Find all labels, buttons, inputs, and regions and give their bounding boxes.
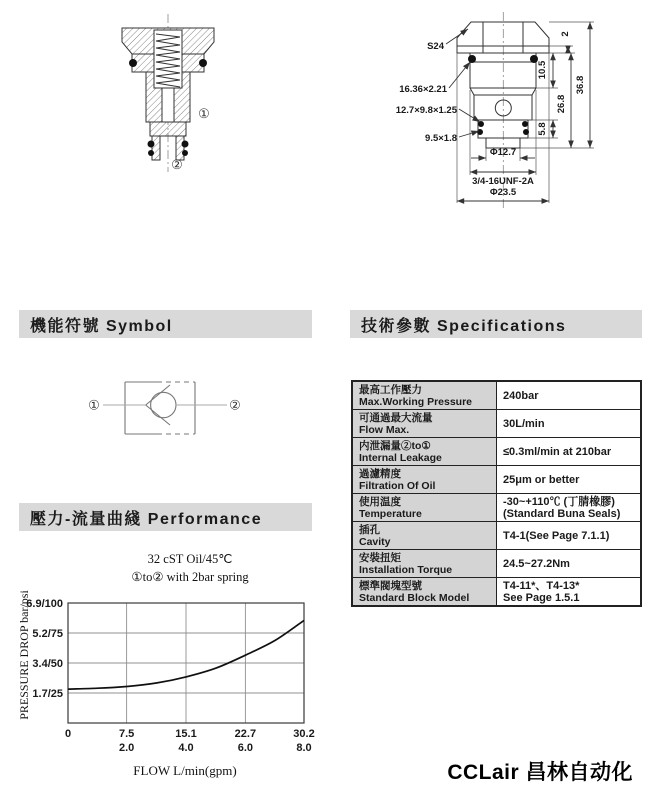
- spec-param-en: Temperature: [359, 507, 422, 520]
- y-tick-label: 1.7/25: [32, 688, 63, 700]
- spec-param-en: Cavity: [359, 535, 391, 548]
- spec-value-cell: [497, 494, 642, 522]
- dim-10-5: 10.5: [537, 60, 548, 80]
- spec-row: [352, 381, 641, 410]
- oring-bottom-label: 9.5×1.8: [425, 133, 457, 144]
- spec-param-cell: [352, 410, 497, 438]
- spec-param-zh: 最高工作壓力: [359, 383, 422, 396]
- spec-row: [352, 494, 641, 522]
- oring-left: [468, 55, 476, 63]
- spec-param-zh: 插孔: [359, 523, 380, 536]
- x-tick-gpm: 2.0: [118, 742, 135, 754]
- oring-left: [129, 59, 137, 67]
- spec-param-zh: 安裝扭矩: [359, 551, 401, 564]
- spec-param-en: Installation Torque: [359, 563, 453, 576]
- symbol-port-2: ②: [229, 397, 241, 413]
- spec-row: [352, 410, 641, 438]
- spec-value: 24.5~27.2Nm: [503, 557, 570, 570]
- oring-right: [199, 59, 207, 67]
- dim-2: 2: [560, 31, 571, 37]
- spec-value-cell: [497, 578, 642, 607]
- spec-param-cell: [352, 381, 497, 410]
- backup-left: [477, 129, 483, 135]
- nose-wall-left: [152, 136, 160, 160]
- performance-chart-svg: [18, 595, 338, 780]
- x-tick-lmin: 0: [64, 728, 72, 740]
- taper-right: [532, 88, 536, 95]
- y-tick-label: 5.2/75: [32, 628, 63, 640]
- x-tick-gpm: 4.0: [178, 742, 194, 754]
- spec-row: [352, 466, 641, 494]
- head-dia-label: Φ23.5: [489, 187, 517, 198]
- x-tick-lmin: 30.2: [293, 728, 315, 740]
- spec-value: ≤0.3ml/min at 210bar: [503, 445, 612, 458]
- spec-param-zh: 標準閥塊型號: [359, 579, 422, 592]
- backup-ring-label: 12.7×9.8×1.25: [395, 105, 457, 116]
- spec-param-zh: 使用温度: [359, 495, 401, 508]
- spec-value-line2: (Standard Buna Seals): [503, 507, 621, 520]
- spec-param-cell: [352, 466, 497, 494]
- chart-subtitle: ①to② with 2bar spring: [131, 570, 249, 584]
- x-tick-lmin: 7.5: [118, 728, 135, 740]
- spec-row: [352, 550, 641, 578]
- chart-x-axis-label: FLOW L/min(gpm): [133, 763, 237, 778]
- spec-value: T4-11*、T4-13*: [503, 579, 580, 592]
- spec-value-line2: See Page 1.5.1: [503, 591, 580, 604]
- thread-label: 3/4-16UNF-2A: [472, 176, 534, 187]
- spec-param-cell: [352, 578, 497, 607]
- chart-title: 32 cST Oil/45℃: [147, 552, 233, 566]
- hex-size-label: S24: [427, 41, 444, 52]
- x-tick-lmin: 15.1: [175, 728, 197, 740]
- check-valve-symbol: [85, 378, 245, 440]
- port-1-label: ①: [198, 106, 210, 121]
- spec-param-zh: 過濾精度: [359, 467, 401, 480]
- seat-lower: [146, 405, 170, 425]
- nose-dia-label: Φ12.7: [489, 147, 517, 158]
- spec-row: [352, 438, 641, 466]
- spec-param-en: Internal Leakage: [359, 451, 442, 464]
- symbol-port-1: ①: [88, 397, 100, 413]
- spec-value-cell: [497, 381, 642, 410]
- symbol-section-header: [19, 310, 312, 338]
- spec-param-en: Max.Working Pressure: [359, 395, 473, 408]
- brand-logo: CCLair 昌林自动化: [447, 761, 633, 784]
- spec-value: 240bar: [503, 389, 539, 402]
- spec-value: T4-1(See Page 7.1.1): [503, 529, 610, 542]
- dim-5-8: 5.8: [537, 122, 548, 136]
- dim-36-8: 36.8: [575, 75, 586, 95]
- oring-top-label: 16.36×2.21: [399, 84, 447, 95]
- performance-section-title: 壓力-流量曲綫 Performance: [30, 510, 263, 528]
- chart-y-axis-label: PRESSURE DROP bar/psi: [17, 590, 31, 720]
- specifications-table: [351, 380, 642, 607]
- specs-section-header: [350, 310, 642, 338]
- specs-section-title: 技術參數 Specifications: [361, 317, 567, 335]
- taper-left: [470, 88, 474, 95]
- nose-oring-right: [182, 141, 189, 148]
- spec-value: 25μm or better: [503, 473, 580, 486]
- nose-backup-right: [182, 150, 188, 156]
- spec-param-zh: 内泄漏量②to①: [359, 439, 431, 452]
- y-tick-label: 3.4/50: [32, 658, 63, 670]
- nose-oring-left: [148, 141, 155, 148]
- port-2-label: ②: [171, 157, 183, 172]
- spec-param-cell: [352, 522, 497, 550]
- seal-right: [522, 121, 528, 127]
- spec-row: [352, 578, 641, 607]
- spec-param-cell: [352, 494, 497, 522]
- x-tick-lmin: 22.7: [234, 728, 257, 740]
- dim-26-8: 26.8: [556, 94, 567, 114]
- seat-upper: [146, 385, 170, 405]
- spec-row: [352, 522, 641, 550]
- performance-chart: [18, 595, 338, 780]
- spec-param-en: Standard Block Model: [359, 591, 470, 604]
- valve-seat: [150, 122, 186, 136]
- spec-value-cell: [497, 438, 642, 466]
- spec-value: 30L/min: [503, 417, 545, 430]
- spec-value: -30~+110℃ (丁腈橡膠): [503, 495, 615, 508]
- spec-param-cell: [352, 438, 497, 466]
- x-tick-gpm: 8.0: [296, 742, 312, 754]
- spec-param-en: Flow Max.: [359, 423, 410, 436]
- seal-left: [478, 121, 484, 127]
- spec-value-cell: [497, 550, 642, 578]
- performance-section-header: [19, 503, 312, 531]
- valve-dimension-drawing: [385, 8, 650, 218]
- poppet-ball: [151, 392, 176, 417]
- y-tick-label: 6.9/100: [26, 598, 63, 610]
- backup-right: [523, 129, 529, 135]
- spec-param-cell: [352, 550, 497, 578]
- spec-param-en: Filtration Of Oil: [359, 479, 436, 492]
- x-tick-gpm: 6.0: [237, 742, 254, 754]
- nose-backup-left: [148, 150, 154, 156]
- poppet: [162, 88, 174, 122]
- spec-value-cell: [497, 466, 642, 494]
- valve-cross-section-drawing: [100, 10, 230, 180]
- spec-param-zh: 可通過最大流量: [359, 411, 433, 424]
- spec-value-cell: [497, 410, 642, 438]
- symbol-section-title: 機能符號 Symbol: [30, 317, 173, 335]
- spec-value-cell: [497, 522, 642, 550]
